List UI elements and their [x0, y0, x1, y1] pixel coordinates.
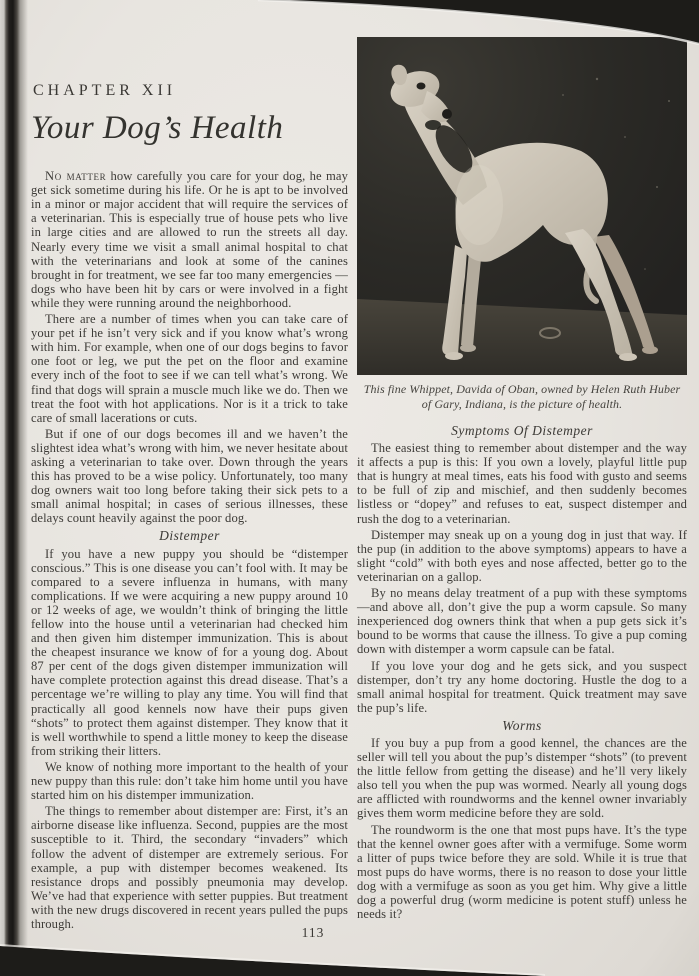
lead-in-text: No matter [45, 169, 107, 184]
caption-line: This fine Whippet, Davida of Oban, owned by Helen Ruth Huber [363, 382, 681, 396]
scan-shadow-bottom [0, 942, 699, 976]
paragraph: The things to remember about distemper are: First, it’s an airborne disease like influenza. Second, puppies are the most susceptible to it. Third, the secondary “invaders” which follow the advent of distemper are extremely serious. For example, a pup with distemper becomes weakened. Its resistance drops and possibly pneumonia may develop. We’ve had that experience with setter puppies. But treatment with the new drugs discovered in recent years pulled the pups through. [31, 804, 348, 931]
book-gutter-shadow [0, 0, 30, 976]
paragraph: If you love your dog and he gets sick, and you suspect distemper, don’t try any home doctoring. Hustle the dog to a small animal hospital for treatment. Quick treatment may save the pup’s life. [357, 658, 687, 715]
paragraph: We know of nothing more important to the health of your new puppy than this rule: don’t take him home until you have started him on his distemper immunization. [31, 759, 348, 803]
whippet-photo-illustration [357, 37, 687, 375]
chapter-label: CHAPTER XII [33, 82, 177, 99]
paragraph-text: how carefully you care for your dog, he may get sick sometime during his life. Or he is apt to be involved in a minor or major accident that will require the services of a veterinarian. This is especially true of house pets who live in large cities and are allowed to run the streets all day. Nearly every time we visit a small animal hospital to chat with the veterinarians and look at some of the canines brought in for treatment, we see far too many emergencies —dogs who have been hit by cars or were involved in a fight while they were running around the neighborhood. [31, 169, 348, 310]
paragraph: The easiest thing to remember about distemper and the way it affects a pup is this: If you own a lovely, playful little pup that is hungry at meal times, eats his food with gusto and seems to be full of zip and mischief, and then suddenly becomes listless or “dopey” and refuses to eat, suspect distemper and rush the dog to a veterinarian. [357, 441, 687, 526]
paragraph: If you have a new puppy you should be “distemper conscious.” This is one disease you can’t fool with. It may be compared to a severe influenza in humans, with many complications. If we were acquiring a new puppy around 10 or 12 weeks of age, we wouldn’t think of bringing the little fellow into the house until a veterinarian had checked him and then given him distemper immunization. This is about the cheapest insurance we know of for a young dog. About 87 per cent of the dogs given distemper immunization will have complete protection against this dread disease. That’s a percentage we’re willing to play any time. You will find that practically all good kennels now have their pups given “shots” to protect them against distemper. They know that it is well worthwhile to spend a little money to keep the disease from striking their litters. [31, 546, 348, 758]
section-heading-symptoms: Symptoms Of Distemper [451, 423, 593, 438]
photo-caption [357, 382, 687, 412]
paragraph: If you buy a pup from a good kennel, the chances are the seller will tell you about the pup’s distemper “shots” (to prevent the little fellow from getting the disease) and he’ll very likely also tell you when the pup was wormed. Nearly all young dogs are afflicted with roundworms and the kennel owner invariably gives them worm medicine before they are sold. [357, 735, 687, 821]
caption-line: of Gary, Indiana, is the picture of health. [421, 397, 623, 411]
paragraph-intro [31, 169, 348, 310]
paragraph: Distemper may sneak up on a young dog in just that way. If the pup (in addition to the above symptoms) appears to have a slight “cold” with both eyes and nose affected, better go to the veterinarian on a gallop. [357, 527, 687, 584]
paragraph: But if one of our dogs becomes ill and we haven’t the slightest idea what’s wrong with him, we never hesitate about asking a veterinarian to take over. Down through the years this has proved to be a wise policy. Unfortunately, too many dog owners wait too long before taking their sick pets to a small animal hospital; in cases of serious illnesses, these delays count heavily against the poor dog. [31, 426, 348, 526]
page-number: 113 [301, 925, 325, 940]
page-title: Your Dog’s Health [31, 110, 284, 147]
section-heading-distemper: Distemper [159, 528, 220, 544]
left-column [31, 84, 348, 931]
paragraph: By no means delay treatment of a pup with these symptoms—and above all, don’t give the pup a worm capsule. So many inexperienced dog owners think that when a pup gets sick it’s bound to be worms that cause the illness. To give a pup coming down with distemper a worm capsule can be fatal. [357, 586, 687, 657]
right-column [357, 37, 687, 921]
section-heading-worms: Worms [502, 717, 542, 733]
paragraph: There are a number of times when you can take care of your pet if he isn’t very sick and if you know what’s wrong with him. For example, when one of our dogs begins to favor one foot or leg, we put the pet on the floor and examine every inch of the foot to see if we can tell what’s wrong. We find that dogs will sprain a muscle much like we do. Then we treat the foot with hot applications. Nor is it a trick to take care of small lacerations or cuts. [31, 312, 348, 425]
whippet-photo [357, 37, 687, 375]
paragraph: The roundworm is the one that most pups have. It’s the type that the kennel owner goes after with a vermifuge. Some worm a litter of pups twice before they are sold. While it is true that most pups do have worms, there is no reason to dose your little dog with a vermifuge as soon as you get him. Why give a little dog a powerful drug (worm medicine is potent stuff) unless he needs it? [357, 822, 687, 922]
